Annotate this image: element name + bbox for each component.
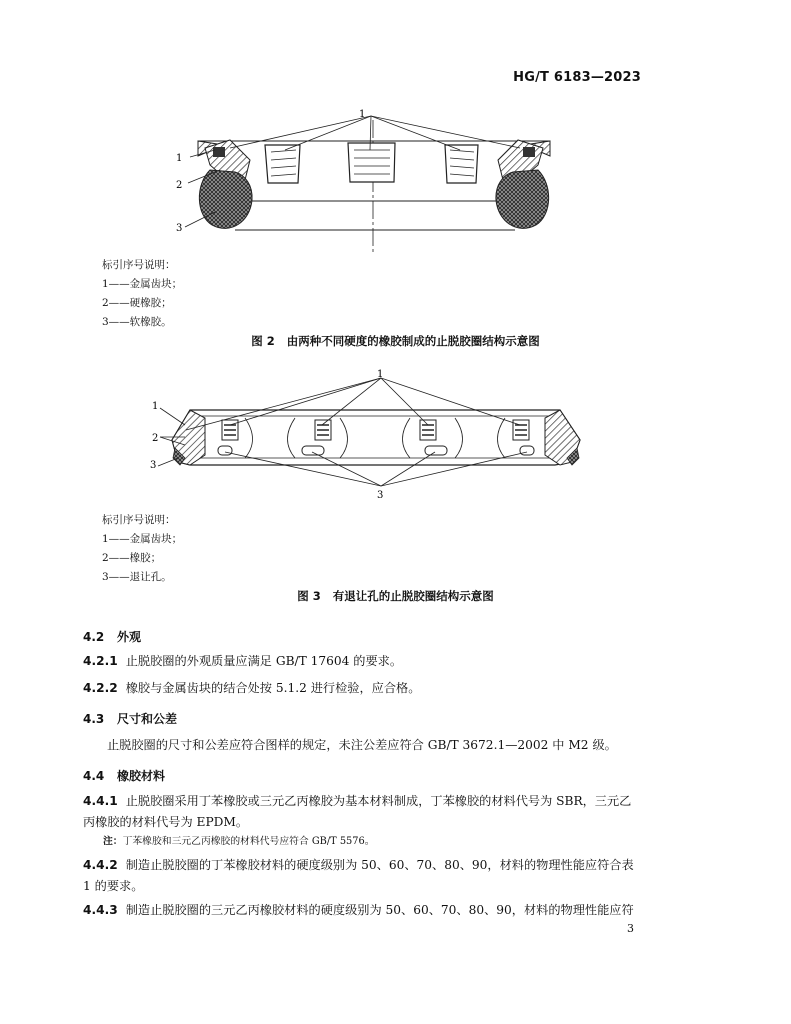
figure-3-title: 有退让孔的止脱胶圈结构示意图 [332,589,494,603]
section-title: 橡胶材料 [117,769,166,783]
figure-2-number: 图 2 [251,334,275,348]
note-label: 注： [103,836,123,847]
clause-number: 4.4.3 [83,903,118,917]
fig3-callout-1-top: 1 [377,369,384,380]
legend-item: 1——金属齿块； [102,533,183,545]
clause-4-2-2 [83,678,643,699]
fig3-callout-3-left: 3 [150,460,157,471]
fig3-callout-3-bottom: 3 [377,490,384,501]
figure-3-drawing [0,360,791,520]
legend-title: 标引序号说明： [102,514,176,526]
fig2-callout-3: 3 [176,223,183,234]
section-title: 尺寸和公差 [117,712,178,726]
section-number: 4.2 [83,630,105,644]
fig3-callout-2: 2 [152,433,159,444]
fig2-callout-1-top: 1 [359,109,366,120]
clause-number: 4.4.1 [83,794,118,808]
clause-text: 制造止脱胶圈的丁苯橡胶材料的硬度级别为 50、60、70、80、90，材料的物理性能应符合表 1 的要求。 [83,858,634,893]
section-4-2-heading [83,628,141,645]
section-number: 4.3 [83,712,105,726]
clause-text: 制造止脱胶圈的三元乙丙橡胶材料的硬度级别为 50、60、70、80、90，材料的物理性能应符 [125,903,634,917]
fig2-callout-1-left: 1 [176,153,183,164]
clause-4-4-1 [83,791,643,833]
clause-4-4-3 [83,900,643,921]
section-number: 4.4 [83,769,105,783]
standard-code: HG/T 6183—2023 [513,70,641,85]
figure-3-number: 图 3 [297,589,321,603]
clause-text: 橡胶与金属齿块的结合处按 5.1.2 进行检验，应合格。 [125,681,421,695]
fig2-callout-2: 2 [176,180,183,191]
clause-text: 止脱胶圈采用丁苯橡胶或三元乙丙橡胶为基本材料制成，丁苯橡胶的材料代号为 SBR，三元乙丙橡胶的材料代号为 EPDM。 [83,794,632,829]
clause-number: 4.4.2 [83,858,118,872]
note [103,833,375,847]
figure-3-caption [0,588,791,604]
note-text: 丁苯橡胶和三元乙丙橡胶的材料代号应符合 GB/T 5576。 [122,836,375,847]
clause-number: 4.2.1 [83,654,118,668]
clause-number: 4.2.2 [83,681,118,695]
clause-4-2-1 [83,651,643,672]
fig3-callout-1-left: 1 [152,401,159,412]
legend-item: 2——硬橡胶； [102,297,172,309]
section-4-3-heading [83,710,177,727]
figure-3-legend [102,511,182,587]
figure-2-title: 由两种不同硬度的橡胶制成的止脱胶圈结构示意图 [286,334,540,348]
clause-4-4-2 [83,855,643,897]
section-4-4-heading [83,767,165,784]
legend-item: 3——软橡胶。 [102,316,172,328]
legend-item: 3——退让孔。 [102,571,172,583]
figure-2-caption [0,333,791,349]
legend-title: 标引序号说明： [102,259,176,271]
clause-text: 止脱胶圈的外观质量应满足 GB/T 17604 的要求。 [125,654,403,668]
legend-item: 2——橡胶； [102,552,162,564]
page-number: 3 [627,922,634,935]
figure-2-legend [102,256,182,332]
section-title: 外观 [117,630,142,644]
clause-4-3-text: 止脱胶圈的尺寸和公差应符合图样的规定，未注公差应符合 GB/T 3672.1—2002 中 M2 级。 [107,738,617,752]
legend-item: 1——金属齿块； [102,278,183,290]
